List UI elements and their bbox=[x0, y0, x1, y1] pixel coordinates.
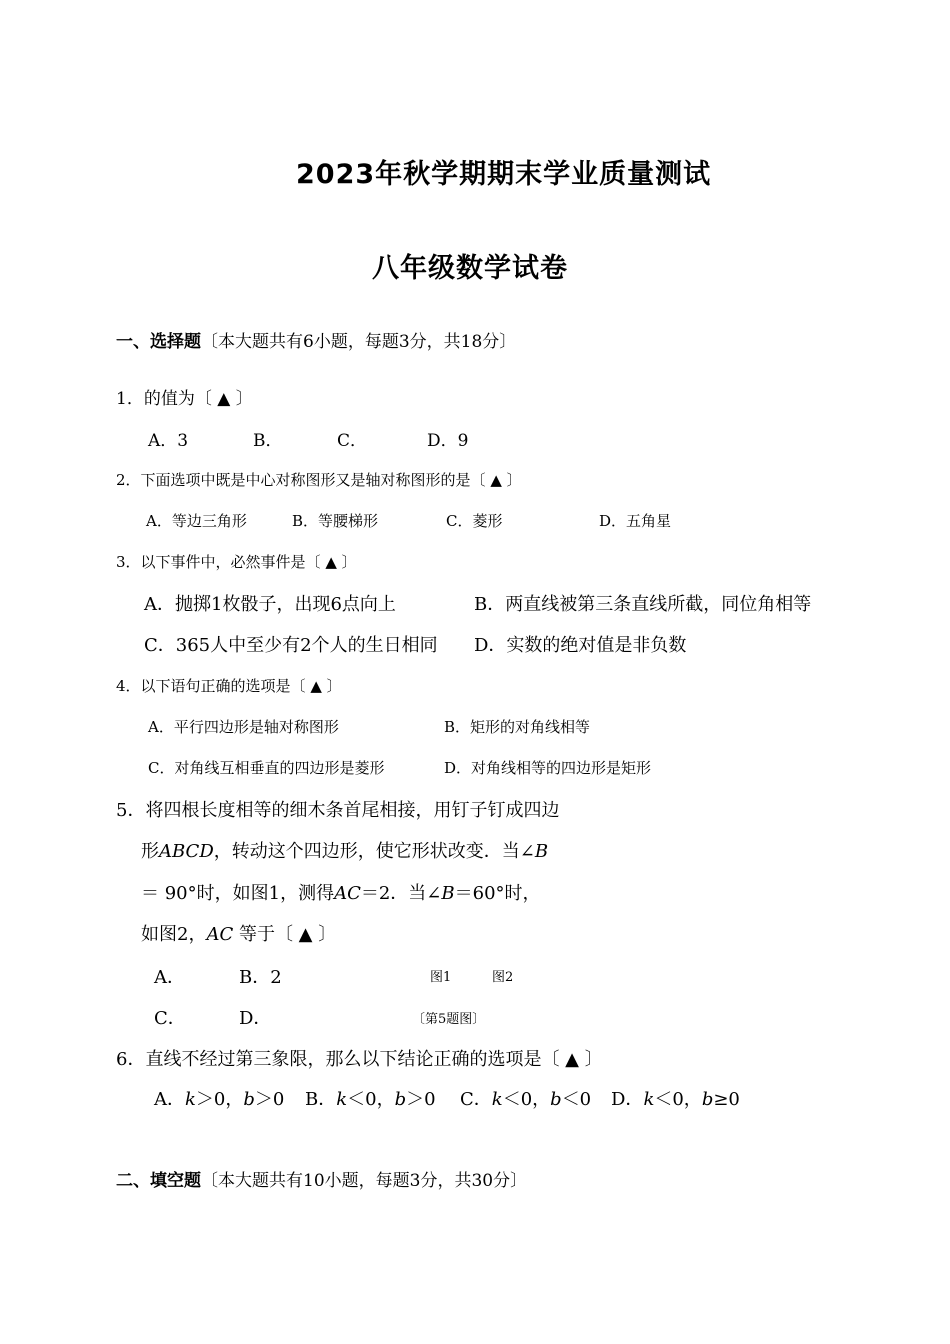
q3-option-b: B．两直线被第三条直线所截，同位角相等 bbox=[474, 594, 812, 615]
q6-c-b: b bbox=[550, 1089, 562, 1110]
q4-stem: 4．以下语句正确的选项是〔 ▲ 〕 bbox=[116, 677, 342, 695]
q1-option-d: D．9 bbox=[427, 431, 469, 451]
q5-option-b: B．2 bbox=[239, 967, 282, 988]
q6-c-label: C． bbox=[460, 1089, 492, 1110]
q6-b-mid: ＜0， bbox=[347, 1089, 395, 1110]
q6-d-mid: ＜0， bbox=[654, 1089, 702, 1110]
q6-c-k: k bbox=[491, 1089, 503, 1110]
q6-a-b: b bbox=[243, 1089, 255, 1110]
q6-a-right: ＞0 bbox=[254, 1089, 285, 1110]
q5-line4-b: AC bbox=[206, 924, 234, 945]
q4-option-a: A．平行四边形是轴对称图形 bbox=[148, 718, 339, 736]
section1-note: 〔本大题共有6小题，每题3分，共18分〕 bbox=[201, 332, 517, 352]
section2-title: 二、填空题 bbox=[116, 1171, 201, 1191]
q1-option-a: A．3 bbox=[148, 431, 189, 451]
q3-option-a: A．抛掷1枚骰子，出现6点向上 bbox=[144, 594, 396, 615]
q6-option-b bbox=[305, 1085, 436, 1111]
q5-option-d: D． bbox=[239, 1008, 272, 1029]
q2-option-a: A．等边三角形 bbox=[146, 512, 247, 530]
section2-note: 〔本大题共有10小题，每题3分，共30分〕 bbox=[201, 1171, 528, 1191]
q6-b-right: ＞0 bbox=[406, 1089, 436, 1110]
q6-b-k: k bbox=[336, 1089, 348, 1110]
q5-line1: 5．将四根长度相等的细木条首尾相接，用钉子钉成四边 bbox=[116, 800, 560, 821]
q1-option-c: C． bbox=[337, 431, 368, 451]
q5-line3-e: ＝60°时， bbox=[454, 883, 541, 904]
q3-option-c: C．365人中至少有2个人的生日相同 bbox=[144, 635, 438, 656]
q4-option-b: B．矩形的对角线相等 bbox=[444, 718, 591, 736]
q5-line3-d: B bbox=[441, 883, 455, 904]
q4-option-c: C．对角线互相垂直的四边形是菱形 bbox=[148, 759, 385, 777]
q6-c-right: ＜0 bbox=[561, 1089, 592, 1110]
q5-line2-a: 形 bbox=[141, 841, 159, 862]
q2-option-d: D．五角星 bbox=[599, 512, 672, 530]
q1-stem: 1．的值为〔 ▲ 〕 bbox=[116, 389, 253, 409]
q2-stem: 2．下面选项中既是中心对称图形又是轴对称图形的是〔 ▲ 〕 bbox=[116, 471, 522, 489]
q2-option-b: B．等腰梯形 bbox=[292, 512, 379, 530]
q6-a-label: A． bbox=[154, 1089, 185, 1110]
q1-option-b: B． bbox=[253, 431, 283, 451]
q6-d-right: ≥0 bbox=[713, 1089, 740, 1110]
q5-figure2-label: 图2 bbox=[492, 970, 514, 985]
q5-figure1-label: 图1 bbox=[430, 970, 452, 985]
q6-option-a bbox=[154, 1085, 284, 1111]
q5-line4-c: 等于〔 ▲ 〕 bbox=[233, 924, 337, 945]
q5-line4-a: 如图2， bbox=[141, 924, 207, 945]
q6-option-c bbox=[460, 1085, 591, 1111]
q5-line2-d: B bbox=[534, 841, 549, 862]
q6-d-label: D． bbox=[611, 1089, 644, 1110]
q5-line3 bbox=[141, 879, 541, 905]
q6-stem: 6．直线不经过第三象限，那么以下结论正确的选项是〔 ▲ 〕 bbox=[116, 1049, 603, 1070]
q2-option-c: C．菱形 bbox=[446, 512, 503, 530]
q5-option-a: A． bbox=[154, 967, 185, 988]
q5-line3-a: ＝ 90°时，如图1，测得 bbox=[141, 883, 335, 904]
q6-b-b: b bbox=[394, 1089, 407, 1110]
exam-subtitle: 八年级数学试卷 bbox=[372, 253, 568, 284]
q5-line4 bbox=[141, 920, 336, 946]
q5-line3-b: AC bbox=[334, 883, 361, 904]
q5-option-c: C． bbox=[154, 1008, 186, 1029]
q6-option-d bbox=[611, 1085, 740, 1111]
q3-option-d: D．实数的绝对值是非负数 bbox=[474, 635, 687, 656]
section2-heading bbox=[116, 1166, 527, 1191]
q5-line2-c: ，转动这个四边形，使它形状改变．当∠ bbox=[213, 841, 535, 862]
section1-title: 一、选择题 bbox=[116, 332, 201, 352]
exam-title: 2023年秋学期期末学业质量测试 bbox=[296, 159, 712, 190]
q4-option-d: D．对角线相等的四边形是矩形 bbox=[444, 759, 652, 777]
q6-a-mid: ＞0， bbox=[195, 1089, 244, 1110]
q3-stem: 3．以下事件中，必然事件是〔 ▲ 〕 bbox=[116, 553, 357, 571]
q5-line2 bbox=[141, 837, 548, 863]
q6-a-k: k bbox=[185, 1089, 196, 1110]
q5-line3-c: ＝2．当∠ bbox=[360, 883, 442, 904]
q6-b-label: B． bbox=[305, 1089, 337, 1110]
section1-heading bbox=[116, 327, 516, 352]
q6-d-b: b bbox=[701, 1089, 714, 1110]
q5-figure-caption: 〔第5题图〕 bbox=[412, 1012, 486, 1027]
q5-line2-b: ABCD bbox=[159, 841, 214, 862]
q6-c-mid: ＜0， bbox=[502, 1089, 551, 1110]
q6-d-k: k bbox=[643, 1089, 655, 1110]
